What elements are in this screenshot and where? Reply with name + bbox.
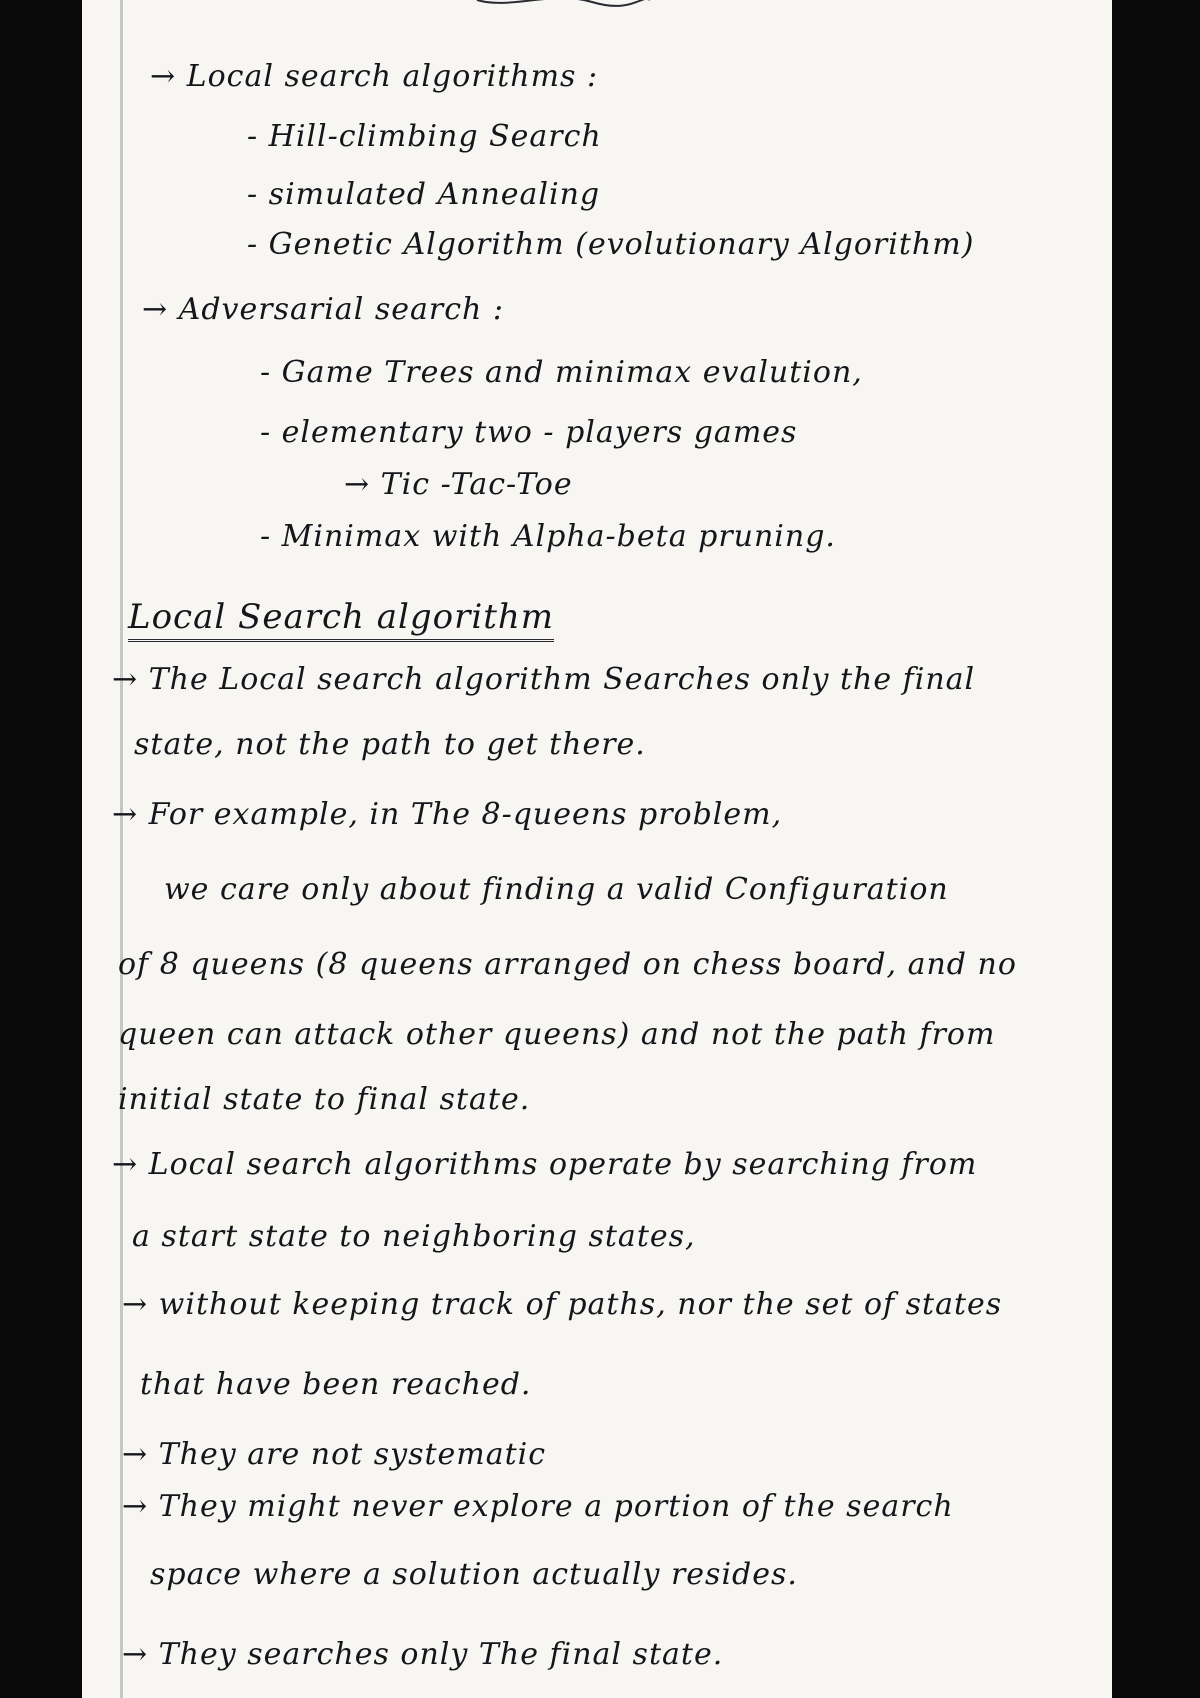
line-9: - Minimax with Alpha-beta pruning. [260,519,836,554]
line-21: that have been reached. [140,1367,532,1402]
section-heading-text: Local Search algorithm [128,597,554,642]
line-19: a start state to neighboring states, [132,1219,696,1254]
line-25: → They searches only The final state. [122,1637,724,1672]
line-15: of 8 queens (8 queens arranged on chess board, and no [118,947,1017,982]
line-24: space where a solution actually resides. [150,1557,798,1592]
line-8: → Tic -Tac-Toe [344,467,573,502]
line-5: → Adversarial search : [142,292,504,327]
line-22: → They are not systematic [122,1437,547,1472]
notebook-page [82,0,1112,1698]
line-2: - Hill-climbing Search [247,119,602,154]
line-14: we care only about finding a valid Configuration [164,872,949,907]
line-12: state, not the path to get there. [134,727,646,762]
line-1: → Local search algorithms : [150,59,599,94]
line-18: → Local search algorithms operate by searching from [112,1147,978,1182]
line-7: - elementary two - players games [260,415,798,450]
line-17: initial state to final state. [118,1082,531,1117]
line-6: - Game Trees and minimax evalution, [260,355,863,390]
line-23: → They might never explore a portion of the search [122,1489,954,1524]
section-heading [128,597,555,637]
line-3: - simulated Annealing [247,177,601,212]
line-16: queen can attack other queens) and not the path from [118,1017,996,1052]
line-11: → The Local search algorithm Searches only the final [112,662,976,697]
top-scribble [472,0,652,12]
line-20: → without keeping track of paths, nor the set of states [122,1287,1003,1322]
line-4: - Genetic Algorithm (evolutionary Algorithm) [247,227,975,262]
line-13: → For example, in The 8-queens problem, [112,797,783,832]
